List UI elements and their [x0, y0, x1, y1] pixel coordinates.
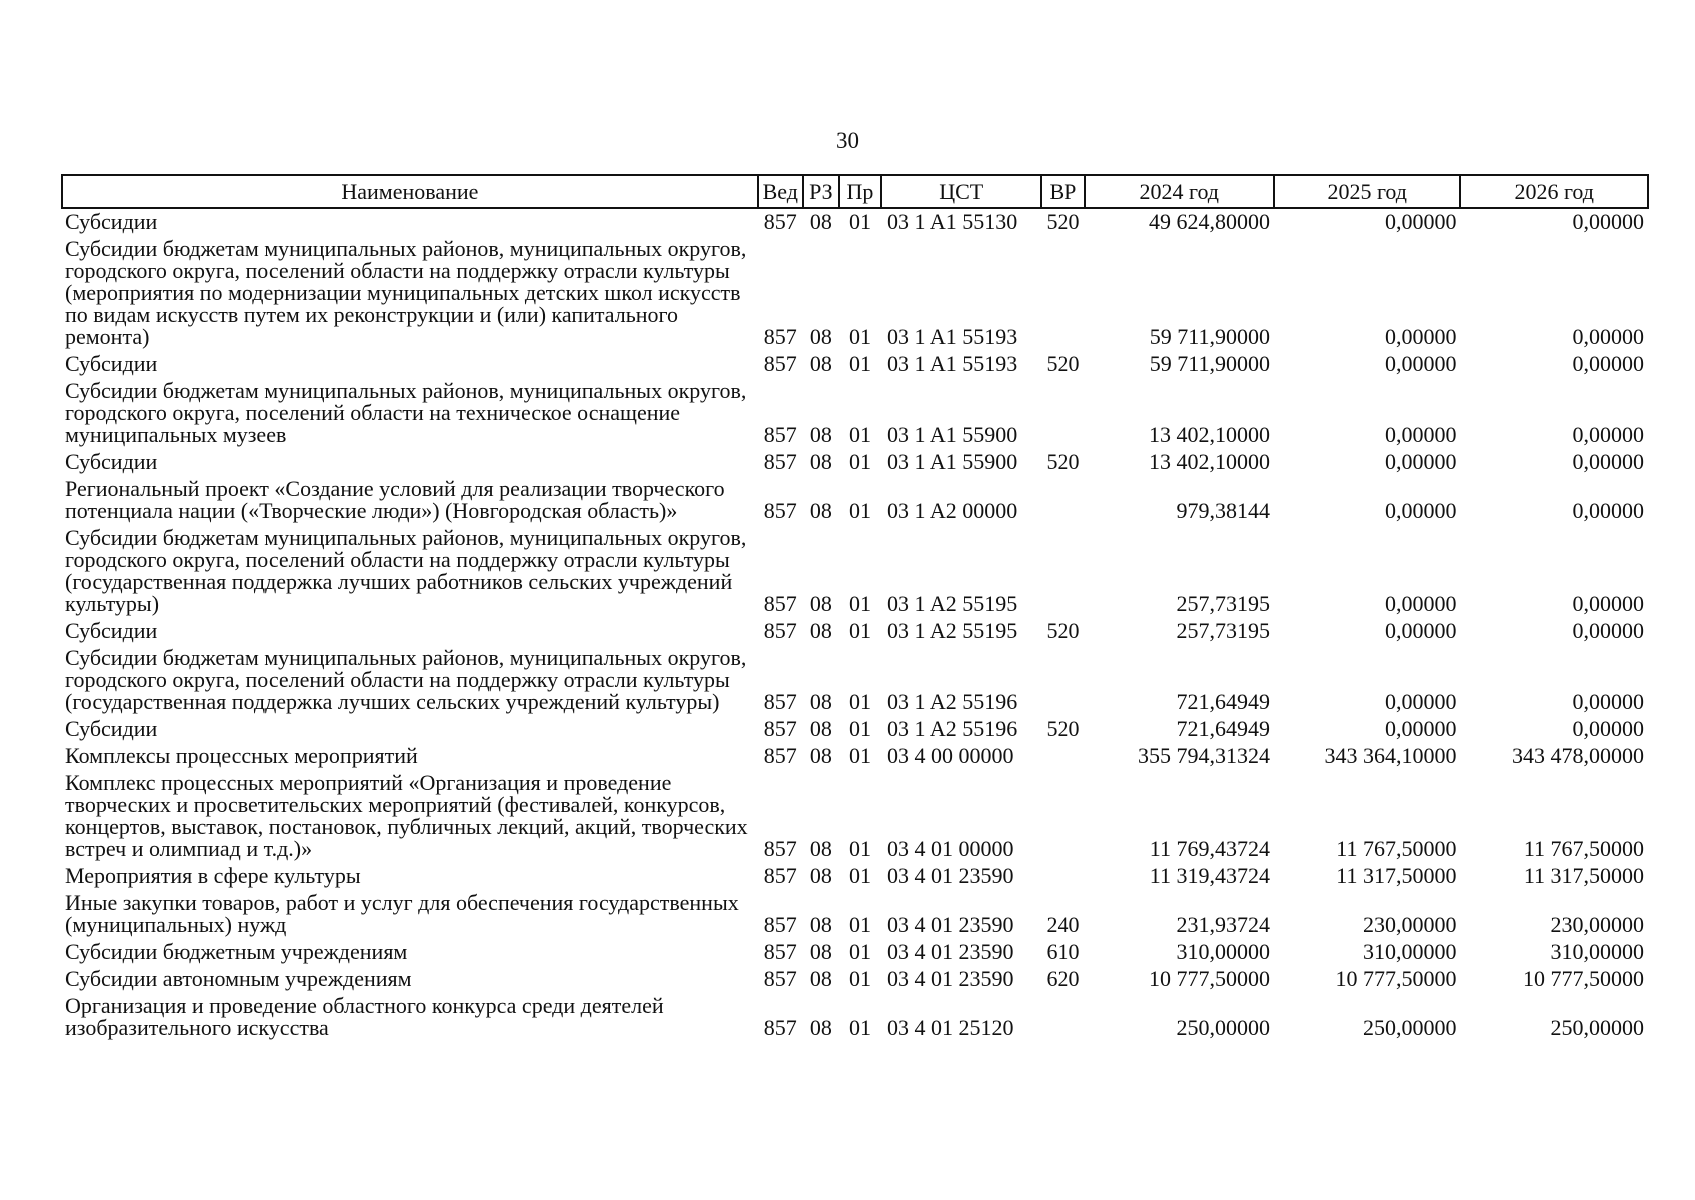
cell-vr: 520	[1046, 351, 1080, 376]
cell-2024: 250,00000	[1176, 1015, 1270, 1040]
cell-2025: 11 317,50000	[1336, 863, 1457, 888]
cell-name: Иные закупки товаров, работ и услуг для обеспечения государственных (муниципальных) нужд	[65, 890, 739, 937]
cell-rz: 08	[809, 209, 832, 234]
cell-2026: 250,00000	[1550, 1015, 1644, 1040]
cell-ved: 857	[763, 836, 797, 861]
cell-cst: 03 4 01 23590	[887, 939, 1014, 964]
cell-pr: 01	[848, 863, 871, 888]
table-row	[62, 476, 1648, 525]
header-cst: ЦСТ	[881, 175, 1041, 208]
cell-2025: 0,00000	[1384, 689, 1457, 714]
cell-2024: 49 624,80000	[1148, 209, 1270, 234]
cell-ved: 857	[763, 449, 797, 474]
cell-2026: 0,00000	[1572, 716, 1644, 741]
cell-2025: 0,00000	[1384, 716, 1457, 741]
cell-name: Комплекс процессных мероприятий «Организация и проведение творческих и просветительских мероприятий (фестивалей, конкурсов, концертов, выставок, постановок, публичных лекций, акций, творческих встреч и олимпиад и т.д.)»	[65, 770, 748, 861]
cell-vr	[1041, 236, 1084, 351]
cell-2024: 721,64949	[1176, 716, 1270, 741]
table-row	[62, 743, 1648, 770]
cell-2026: 0,00000	[1572, 689, 1644, 714]
cell-rz: 08	[809, 912, 832, 937]
cell-name: Субсидии	[65, 449, 158, 474]
cell-vr: 520	[1046, 618, 1080, 643]
header-row	[62, 175, 1648, 208]
cell-vr	[1041, 476, 1084, 525]
cell-cst: 03 1 A2 55196	[887, 716, 1018, 741]
cell-2024: 11 319,43724	[1149, 863, 1270, 888]
cell-2024: 59 711,90000	[1149, 324, 1270, 349]
cell-rz: 08	[809, 498, 832, 523]
cell-rz: 08	[809, 716, 832, 741]
cell-vr: 620	[1046, 966, 1080, 991]
cell-2025: 0,00000	[1384, 324, 1457, 349]
cell-pr: 01	[848, 743, 871, 768]
cell-vr: 610	[1046, 939, 1080, 964]
cell-pr: 01	[848, 498, 871, 523]
cell-2024: 10 777,50000	[1148, 966, 1270, 991]
cell-cst: 03 1 A1 55193	[887, 324, 1018, 349]
cell-pr: 01	[848, 939, 871, 964]
cell-cst: 03 4 01 25120	[887, 1015, 1014, 1040]
cell-2025: 0,00000	[1384, 209, 1457, 234]
cell-name: Субсидии	[65, 209, 158, 234]
cell-2025: 10 777,50000	[1335, 966, 1457, 991]
table-row	[62, 645, 1648, 716]
cell-cst: 03 1 A1 55130	[887, 209, 1018, 234]
cell-2026: 310,00000	[1550, 939, 1644, 964]
cell-vr	[1041, 863, 1084, 890]
table-row	[62, 863, 1648, 890]
cell-name: Организация и проведение областного конкурса среди деятелей изобразительного искусства	[65, 993, 664, 1040]
cell-ved: 857	[763, 209, 797, 234]
cell-ved: 857	[763, 618, 797, 643]
cell-2024: 355 794,31324	[1137, 743, 1270, 768]
cell-rz: 08	[809, 836, 832, 861]
cell-cst: 03 1 A1 55900	[887, 449, 1018, 474]
cell-cst: 03 4 01 23590	[887, 863, 1014, 888]
cell-2024: 11 769,43724	[1149, 836, 1270, 861]
cell-pr: 01	[848, 591, 871, 616]
cell-2026: 11 317,50000	[1523, 863, 1644, 888]
cell-ved: 857	[763, 591, 797, 616]
cell-rz: 08	[809, 1015, 832, 1040]
cell-2025: 0,00000	[1384, 591, 1457, 616]
cell-2026: 0,00000	[1572, 498, 1644, 523]
cell-rz: 08	[809, 324, 832, 349]
table-row	[62, 716, 1648, 743]
cell-cst: 03 4 01 00000	[887, 836, 1014, 861]
cell-2024: 979,38144	[1176, 498, 1270, 523]
table-row	[62, 236, 1648, 351]
cell-2024: 257,73195	[1176, 591, 1270, 616]
header-name: Наименование	[62, 175, 758, 208]
cell-2025: 0,00000	[1384, 449, 1457, 474]
cell-vr: 520	[1046, 209, 1080, 234]
cell-pr: 01	[848, 209, 871, 234]
cell-pr: 01	[848, 422, 871, 447]
cell-rz: 08	[809, 863, 832, 888]
cell-name: Субсидии бюджетам муниципальных районов, муниципальных округов, городского округа, поселений области на поддержку отрасли культуры (мероприятия по модернизации муниципальных детских школ искусств по видам искусств путем их реконструкции и (или) капитального ремонта)	[65, 236, 747, 349]
cell-cst: 03 1 A1 55900	[887, 422, 1018, 447]
cell-vr	[1041, 378, 1084, 449]
cell-2025: 230,00000	[1362, 912, 1457, 937]
table-row	[62, 378, 1648, 449]
page-number: 30	[836, 128, 859, 153]
cell-2026: 10 777,50000	[1523, 966, 1644, 991]
table-row	[62, 208, 1648, 236]
cell-ved: 857	[763, 689, 797, 714]
cell-pr: 01	[848, 324, 871, 349]
table-row	[62, 993, 1648, 1042]
cell-2025: 0,00000	[1384, 351, 1457, 376]
cell-name: Субсидии бюджетам муниципальных районов, муниципальных округов, городского округа, поселений области на поддержку отрасли культуры (государственная поддержка лучших работников сельских учреждений культуры)	[65, 525, 747, 616]
cell-vr	[1041, 993, 1084, 1042]
cell-pr: 01	[848, 351, 871, 376]
cell-ved: 857	[763, 498, 797, 523]
table-row	[62, 449, 1648, 476]
cell-cst: 03 1 A2 55195	[887, 591, 1018, 616]
table-row	[62, 618, 1648, 645]
cell-rz: 08	[809, 966, 832, 991]
cell-rz: 08	[809, 743, 832, 768]
cell-name: Субсидии	[65, 716, 158, 741]
cell-ved: 857	[763, 1015, 797, 1040]
table-row	[62, 890, 1648, 939]
cell-2025: 0,00000	[1384, 498, 1457, 523]
cell-2026: 0,00000	[1572, 449, 1644, 474]
cell-2025: 250,00000	[1362, 1015, 1457, 1040]
cell-ved: 857	[763, 863, 797, 888]
cell-vr: 520	[1046, 716, 1080, 741]
cell-vr	[1041, 645, 1084, 716]
cell-vr	[1041, 770, 1084, 863]
cell-rz: 08	[809, 618, 832, 643]
cell-name: Субсидии	[65, 618, 158, 643]
table-row	[62, 351, 1648, 378]
cell-cst: 03 4 01 23590	[887, 912, 1014, 937]
cell-2026: 11 767,50000	[1523, 836, 1644, 861]
cell-ved: 857	[763, 351, 797, 376]
cell-2026: 0,00000	[1572, 591, 1644, 616]
cell-2024: 231,93724	[1176, 912, 1270, 937]
table-header	[62, 175, 1648, 208]
table-row	[62, 966, 1648, 993]
cell-name: Субсидии бюджетам муниципальных районов, муниципальных округов, городского округа, поселений области на техническое оснащение муниципальных музеев	[65, 378, 747, 447]
cell-2024: 310,00000	[1176, 939, 1270, 964]
cell-ved: 857	[763, 324, 797, 349]
cell-name: Региональный проект «Создание условий для реализации творческого потенциала нации («Творческие люди») (Новгородская область)»	[65, 476, 725, 523]
header-2026: 2026 год	[1460, 175, 1648, 208]
cell-2024: 13 402,10000	[1148, 422, 1270, 447]
cell-ved: 857	[763, 912, 797, 937]
cell-name: Субсидии бюджетам муниципальных районов, муниципальных округов, городского округа, поселений области на поддержку отрасли культуры (государственная поддержка лучших сельских учреждений культуры)	[65, 645, 747, 714]
cell-rz: 08	[809, 689, 832, 714]
cell-2026: 0,00000	[1572, 422, 1644, 447]
budget-table	[61, 174, 1649, 1042]
cell-cst: 03 1 A1 55193	[887, 351, 1018, 376]
cell-2026: 0,00000	[1572, 618, 1644, 643]
cell-cst: 03 1 A2 55196	[887, 689, 1018, 714]
cell-2026: 343 478,00000	[1512, 743, 1644, 768]
cell-ved: 857	[763, 422, 797, 447]
cell-2024: 257,73195	[1176, 618, 1270, 643]
header-2025: 2025 год	[1274, 175, 1460, 208]
cell-pr: 01	[848, 618, 871, 643]
cell-2026: 230,00000	[1550, 912, 1644, 937]
cell-rz: 08	[809, 939, 832, 964]
cell-2024: 59 711,90000	[1149, 351, 1270, 376]
cell-vr: 240	[1046, 912, 1080, 937]
table-body	[62, 208, 1648, 1042]
cell-pr: 01	[848, 1015, 871, 1040]
cell-2025: 0,00000	[1384, 618, 1457, 643]
cell-2025: 310,00000	[1362, 939, 1457, 964]
table-row	[62, 525, 1648, 618]
header-rz: РЗ	[803, 175, 839, 208]
cell-2026: 0,00000	[1572, 351, 1644, 376]
cell-cst: 03 1 A2 00000	[887, 498, 1018, 523]
table-row	[62, 770, 1648, 863]
cell-2024: 13 402,10000	[1148, 449, 1270, 474]
cell-ved: 857	[763, 966, 797, 991]
cell-vr: 520	[1046, 449, 1080, 474]
cell-name: Комплексы процессных мероприятий	[65, 743, 418, 768]
cell-cst: 03 4 01 23590	[887, 966, 1014, 991]
cell-ved: 857	[763, 743, 797, 768]
cell-name: Субсидии	[65, 351, 158, 376]
header-2024: 2024 год	[1085, 175, 1274, 208]
cell-rz: 08	[809, 351, 832, 376]
cell-vr	[1041, 525, 1084, 618]
cell-cst: 03 4 00 00000	[887, 743, 1014, 768]
cell-2025: 0,00000	[1384, 422, 1457, 447]
cell-pr: 01	[848, 449, 871, 474]
cell-pr: 01	[848, 912, 871, 937]
cell-2026: 0,00000	[1572, 209, 1644, 234]
header-vr: ВР	[1041, 175, 1084, 208]
header-ved: Вед	[758, 175, 803, 208]
cell-2024: 721,64949	[1176, 689, 1270, 714]
cell-2025: 343 364,10000	[1324, 743, 1457, 768]
table-row	[62, 939, 1648, 966]
cell-2026: 0,00000	[1572, 324, 1644, 349]
cell-pr: 01	[848, 836, 871, 861]
cell-name: Мероприятия в сфере культуры	[65, 863, 361, 888]
cell-ved: 857	[763, 939, 797, 964]
cell-2025: 11 767,50000	[1336, 836, 1457, 861]
cell-vr	[1041, 743, 1084, 770]
cell-ved: 857	[763, 716, 797, 741]
cell-rz: 08	[809, 591, 832, 616]
cell-pr: 01	[848, 689, 871, 714]
cell-pr: 01	[848, 966, 871, 991]
cell-name: Субсидии автономным учреждениям	[65, 966, 412, 991]
cell-pr: 01	[848, 716, 871, 741]
cell-rz: 08	[809, 422, 832, 447]
cell-name: Субсидии бюджетным учреждениям	[65, 939, 408, 964]
cell-cst: 03 1 A2 55195	[887, 618, 1018, 643]
header-pr: Пр	[839, 175, 881, 208]
cell-rz: 08	[809, 449, 832, 474]
